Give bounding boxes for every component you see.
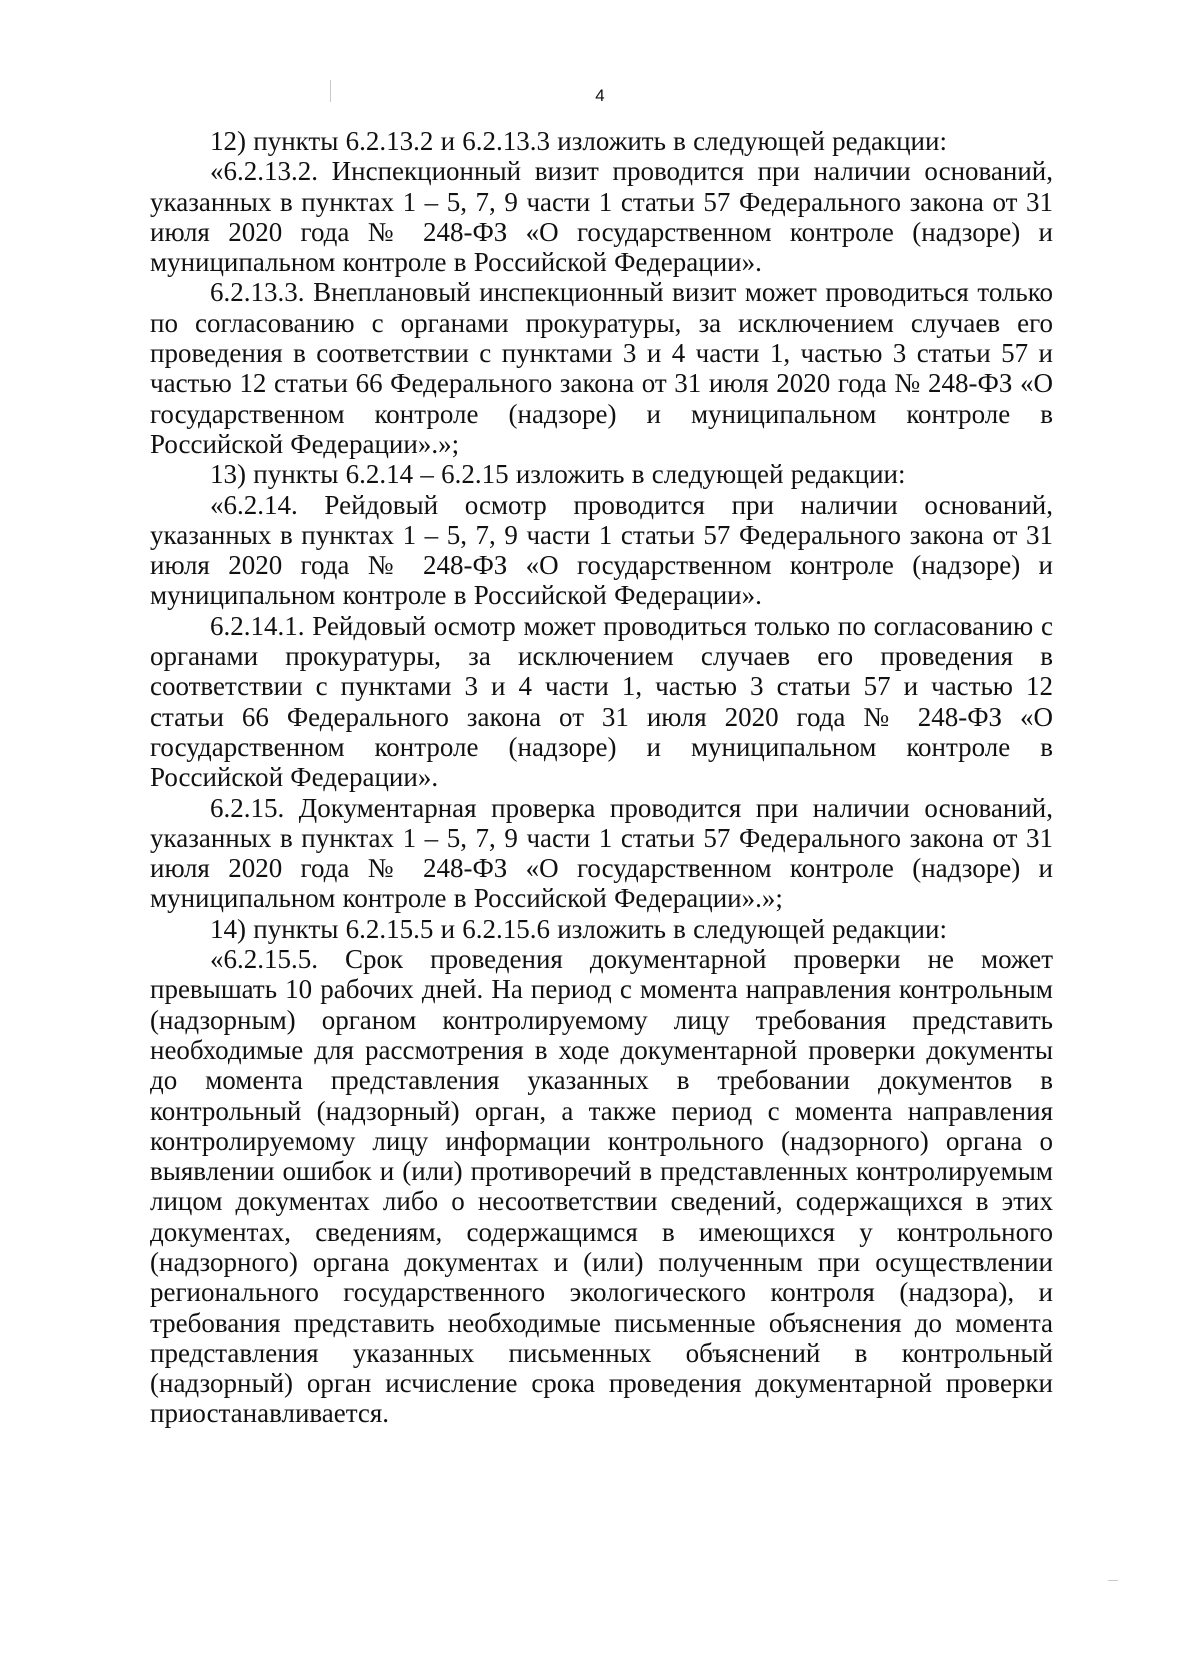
paragraph-6-2-14: «6.2.14. Рейдовый осмотр проводится при наличии оснований, указанных в пунктах 1 – 5, 7, 9 части 1 статьи 57 Федерального закона от 31 июля 2020 года № 248-ФЗ «О государственном контроле (надзоре) и муниципальном контроле в Российской Федерации». bbox=[150, 489, 1053, 611]
paragraph-6-2-15-5: «6.2.15.5. Срок проведения документарной проверки не может превышать 10 рабочих дней. На период с момента направления контрольным (надзорным) органом контролируемому лицу требования представить необходимые для рассмотрения в ходе документарной проверки документы до момента представления указанных в требовании документов в контрольный (надзорный) орган, а также период с момента направления контролируемому лицу информации контрольного (надзорного) органа о выявлении ошибок и (или) противоречий в представленных контролируемым лицом документах либо о несоответствии сведений, содержащихся в этих документах, сведениям, содержащимся в имеющихся у контрольного (надзорного) органа документах и (или) полученным при осуществлении регионального государственного экологического контроля (надзора), и требования представить необходимые письменные объяснения до момента представления указанных письменных объяснений в контрольный (надзорный) орган исчисление срока проведения документарной проверки приостанавливается. bbox=[150, 944, 1053, 1429]
paragraph-item-14: 14) пункты 6.2.15.5 и 6.2.15.6 изложить в следующей редакции: bbox=[210, 913, 947, 944]
page-number: 4 bbox=[595, 86, 605, 105]
document-body bbox=[150, 126, 1053, 1429]
paragraph-item-12: 12) пункты 6.2.13.2 и 6.2.13.3 изложить в следующей редакции: bbox=[210, 126, 947, 156]
paragraph-6-2-14-1: 6.2.14.1. Рейдовый осмотр может проводиться только по согласованию с органами прокуратуры, за исключением случаев его проведения в соответствии с пунктами 3 и 4 части 1, частью 3 статьи 57 и частью 12 статьи 66 Федерального закона от 31 июля 2020 года № 248-ФЗ «О государственном контроле (надзоре) и муниципальном контроле в Российской Федерации». bbox=[150, 610, 1053, 793]
scan-mark-bottom bbox=[1108, 1580, 1118, 1581]
paragraph-6-2-13-3: 6.2.13.3. Внеплановый инспекционный визит может проводиться только по согласованию с органами прокуратуры, за исключением случаев его проведения в соответствии с пунктами 3 и 4 части 1, частью 3 статьи 57 и частью 12 статьи 66 Федерального закона от 31 июля 2020 года № 248-ФЗ «О государственном контроле (надзоре) и муниципальном контроле в Российской Федерации».»; bbox=[150, 277, 1053, 459]
paragraph-item-13: 13) пункты 6.2.14 – 6.2.15 изложить в следующей редакции: bbox=[210, 459, 906, 490]
paragraph-6-2-15: 6.2.15. Документарная проверка проводится при наличии оснований, указанных в пунктах 1 – 5, 7, 9 части 1 статьи 57 Федерального закона от 31 июля 2020 года № 248-ФЗ «О государственном контроле (надзоре) и муниципальном контроле в Российской Федерации».»; bbox=[150, 792, 1053, 914]
paragraph-6-2-13-2: «6.2.13.2. Инспекционный визит проводится при наличии оснований, указанных в пунктах 1 – 5, 7, 9 части 1 статьи 57 Федерального закона от 31 июля 2020 года № 248-ФЗ «О государственном контроле (надзоре) и муниципальном контроле в Российской Федерации». bbox=[150, 156, 1053, 278]
